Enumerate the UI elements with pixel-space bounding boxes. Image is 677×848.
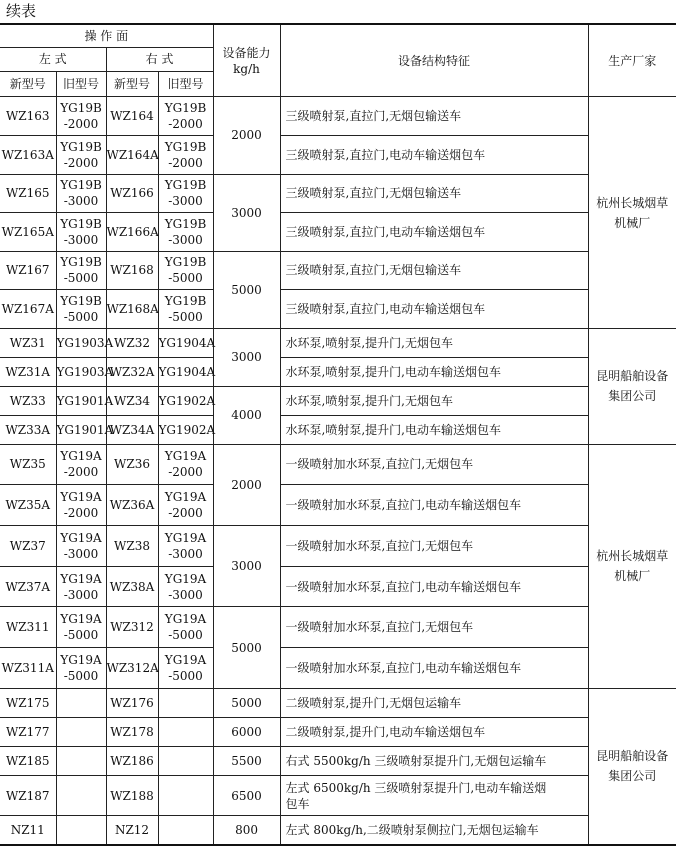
right-old-model-line: -2000 (168, 506, 203, 521)
capacity-header-label: 设备能力 (222, 45, 271, 60)
structure-features (280, 97, 588, 136)
capacity-header (213, 24, 280, 97)
right-old-model (158, 444, 213, 485)
table-row (0, 213, 676, 252)
structure-features-line: 水环泵,喷射泵,提升门,电动车输送烟包车 (285, 422, 501, 437)
right-old-model-line: YG19A (164, 653, 207, 668)
left-old-model (56, 444, 106, 485)
table-row (0, 174, 676, 213)
left-old-model (56, 746, 106, 775)
structure-features-line: 三级喷射泵,直拉门,无烟包输送车 (285, 186, 462, 201)
capacity-value: 6500 (213, 775, 280, 816)
right-old-model-line: -2000 (168, 155, 203, 170)
left-old-model-line: -2000 (63, 117, 99, 132)
left-old-model-line: YG19A (60, 530, 102, 545)
structure-features (280, 357, 588, 386)
right-old-model (158, 213, 213, 252)
manufacturer-header: 生产厂家 (588, 24, 676, 97)
table-continued-title: 续表 (6, 2, 37, 20)
table-row (0, 135, 676, 174)
right-old-model (158, 97, 213, 136)
capacity-value: 5000 (213, 688, 280, 717)
table-row (0, 648, 676, 689)
right-old-model-line: YG19B (164, 178, 207, 193)
left-old-model-line: YG1903A (56, 364, 114, 379)
left-new-model: WZ177 (0, 717, 56, 746)
structure-features-line: 右式 5500kg/h 三级喷射泵提升门,无烟包运输车 (285, 753, 547, 768)
left-new-model: WZ187 (0, 775, 56, 816)
left-old-model (56, 251, 106, 290)
right-old-model (158, 328, 216, 357)
right-old-model (158, 717, 213, 746)
capacity-value: 6000 (213, 717, 280, 746)
structure-features-line: 三级喷射泵,直拉门,电动车输送烟包车 (285, 147, 486, 162)
left-new-model: WZ175 (0, 688, 56, 717)
structure-features (280, 290, 588, 329)
right-old-model-line: -5000 (168, 669, 203, 684)
left-new-model: WZ167 (0, 251, 56, 290)
structure-features (280, 213, 588, 252)
right-old-model-line: YG19B (164, 294, 207, 309)
structure-features (280, 251, 588, 290)
table-row (0, 328, 676, 357)
right-old-model-line: YG19A (164, 490, 207, 505)
right-new-model: WZ168A (106, 290, 158, 329)
right-new-model: WZ34A (106, 415, 158, 444)
structure-features-line: 三级喷射泵,直拉门,无烟包输送车 (285, 109, 462, 124)
left-old-model (56, 357, 114, 386)
manufacturer (588, 444, 676, 688)
structure-features (280, 746, 588, 775)
left-old-model-line: YG1903A (56, 335, 114, 350)
left-old-model (56, 213, 106, 252)
right-old-model-line: YG19B (164, 216, 207, 231)
right-old-model-line: -3000 (168, 546, 203, 561)
table-row (0, 816, 676, 845)
right-old-model-line: -3000 (168, 194, 203, 209)
structure-features-line: 水环泵,喷射泵,提升门,无烟包车 (285, 335, 453, 350)
left-old-model-line: YG19B (60, 255, 102, 270)
left-old-model-line: YG19A (60, 612, 102, 627)
left-old-model-line: -5000 (63, 669, 99, 684)
right-new-model: WZ166A (106, 213, 158, 252)
left-old-model (56, 290, 106, 329)
left-new-model: WZ165A (0, 213, 56, 252)
left-old-model-line: -5000 (63, 628, 99, 643)
structure-features (280, 135, 588, 174)
left-old-model-line: -2000 (63, 506, 99, 521)
right-new-model: WZ188 (106, 775, 158, 816)
left-old-model-line: YG19B (60, 216, 102, 231)
structure-features (280, 526, 588, 567)
left-old-model-line: YG19B (60, 294, 102, 309)
left-old-model (56, 526, 106, 567)
capacity-value: 2000 (213, 444, 280, 525)
right-old-model-line: -3000 (168, 587, 203, 602)
structure-features (280, 328, 588, 357)
left-old-model-line: -3000 (63, 546, 99, 561)
left-old-model (56, 648, 106, 689)
structure-features-line: 二级喷射泵,提升门,无烟包运输车 (285, 695, 462, 710)
structure-features (280, 415, 588, 444)
table-row (0, 717, 676, 746)
right-old-model-line: YG19A (164, 530, 207, 545)
right-type-header: 右 式 (106, 48, 213, 72)
structure-features (280, 717, 588, 746)
right-old-model-line: -2000 (168, 465, 203, 480)
right-new-model: WZ176 (106, 688, 158, 717)
left-new-model: WZ37 (0, 526, 56, 567)
structure-features-line: 一级喷射加水环泵,直拉门,无烟包车 (285, 620, 474, 635)
table-row (0, 746, 676, 775)
right-old-model (158, 648, 213, 689)
structure-features-line: 一级喷射加水环泵,直拉门,电动车输送烟包车 (285, 661, 522, 676)
capacity-value: 5000 (213, 607, 280, 688)
right-old-model (158, 775, 213, 816)
left-old-model-line: -2000 (63, 465, 99, 480)
structure-features-line: 包车 (285, 796, 310, 811)
right-old-model-line: YG19A (164, 449, 207, 464)
left-old-model-line: -5000 (63, 310, 99, 325)
left-old-model-line: -3000 (63, 232, 99, 247)
left-old-model-line: YG19A (60, 449, 102, 464)
structure-features (280, 688, 588, 717)
left-new-model: WZ31A (0, 357, 56, 386)
structure-features (280, 485, 588, 526)
right-old-model-line: YG19B (164, 255, 207, 270)
left-old-model-line: YG19B (60, 178, 102, 193)
right-old-model (158, 357, 216, 386)
left-old-model-line: YG19A (60, 653, 102, 668)
left-old-model (56, 485, 106, 526)
right-old-model-line: -5000 (168, 271, 203, 286)
right-new-model: WZ38 (106, 526, 158, 567)
right-old-model-line: -3000 (168, 232, 203, 247)
table-row (0, 607, 676, 648)
right-old-model-line: YG19A (164, 571, 207, 586)
right-new-model: WZ164 (106, 97, 158, 136)
right-new-model: WZ36 (106, 444, 158, 485)
table-row (0, 415, 676, 444)
right-new-model: WZ32A (106, 357, 158, 386)
structure-features (280, 607, 588, 648)
left-type-header: 左 式 (0, 48, 106, 72)
features-header: 设备结构特征 (280, 24, 588, 97)
structure-features-line: 水环泵,喷射泵,提升门,无烟包车 (285, 393, 453, 408)
capacity-header-unit: kg/h (233, 61, 260, 76)
structure-features-line: 一级喷射加水环泵,直拉门,电动车输送烟包车 (285, 498, 522, 513)
manufacturer (588, 97, 676, 328)
left-old-model (56, 607, 106, 648)
structure-features-line: 一级喷射加水环泵,直拉门,无烟包车 (285, 538, 474, 553)
left-old-model (56, 97, 106, 136)
manufacturer-line: 昆明船舶设备 (596, 749, 669, 764)
right-old-model-line: -5000 (168, 310, 203, 325)
left-new-model: WZ311A (0, 648, 56, 689)
table-row (0, 566, 676, 607)
right-old-model-line: YG1902A (158, 422, 216, 437)
left-new-model: WZ37A (0, 566, 56, 607)
table-row (0, 357, 676, 386)
structure-features (280, 386, 588, 415)
table-row (0, 290, 676, 329)
left-new-model: WZ311 (0, 607, 56, 648)
left-old-model-line: YG19B (60, 101, 102, 116)
manufacturer-line: 集团公司 (608, 769, 657, 784)
right-old-model (158, 251, 213, 290)
table-row (0, 97, 676, 136)
capacity-value: 4000 (213, 386, 280, 444)
right-new-model: WZ166 (106, 174, 158, 213)
structure-features-line: 三级喷射泵,直拉门,无烟包输送车 (285, 263, 462, 278)
table-row (0, 526, 676, 567)
right-old-model (158, 816, 213, 845)
right-old-model (158, 415, 216, 444)
right-new-model: WZ186 (106, 746, 158, 775)
right-old-model-line: YG19A (164, 612, 207, 627)
left-new-model: WZ185 (0, 746, 56, 775)
capacity-value: 3000 (213, 174, 280, 251)
manufacturer-line: 杭州长城烟草 (596, 549, 669, 564)
right-old-model-line: YG19B (164, 139, 207, 154)
right-old-model-line: YG1902A (158, 393, 216, 408)
left-old-model-line: YG19A (60, 571, 102, 586)
left-old-model (56, 816, 106, 845)
left-old-model-line: YG19B (60, 139, 102, 154)
structure-features (280, 566, 588, 607)
right-old-model-line: YG19B (164, 101, 207, 116)
capacity-value: 800 (213, 816, 280, 845)
left-old-model (56, 775, 106, 816)
left-old-model-line: -2000 (63, 155, 99, 170)
left-new-model: WZ35 (0, 444, 56, 485)
structure-features-line: 二级喷射泵,提升门,电动车输送烟包车 (285, 724, 486, 739)
operation-face-header: 操 作 面 (0, 24, 213, 48)
manufacturer (588, 328, 676, 444)
left-new-model: WZ165 (0, 174, 56, 213)
right-old-model (158, 290, 213, 329)
capacity-value: 3000 (213, 526, 280, 607)
right-old-model (158, 485, 213, 526)
table-row (0, 251, 676, 290)
right-old-model-header: 旧型号 (158, 71, 213, 97)
right-new-model: WZ168 (106, 251, 158, 290)
table-row (0, 485, 676, 526)
right-new-model-header: 新型号 (106, 71, 158, 97)
left-old-model-line: YG1901A (56, 393, 114, 408)
left-new-model: WZ167A (0, 290, 56, 329)
left-old-model-header: 旧型号 (56, 71, 106, 97)
table-row (0, 688, 676, 717)
left-new-model: NZ11 (0, 816, 56, 845)
left-old-model (56, 328, 114, 357)
right-new-model: NZ12 (106, 816, 158, 845)
structure-features (280, 816, 588, 845)
manufacturer-line: 机械厂 (614, 215, 651, 230)
right-old-model (158, 174, 213, 213)
left-new-model: WZ163A (0, 135, 56, 174)
manufacturer-line: 机械厂 (614, 569, 651, 584)
right-new-model: WZ164A (106, 135, 158, 174)
right-old-model (158, 386, 216, 415)
manufacturer-line: 杭州长城烟草 (596, 195, 669, 210)
structure-features-line: 三级喷射泵,直拉门,电动车输送烟包车 (285, 224, 486, 239)
capacity-value: 5500 (213, 746, 280, 775)
equipment-table (0, 23, 676, 846)
right-old-model-line: -2000 (168, 117, 203, 132)
capacity-value: 2000 (213, 97, 280, 174)
right-new-model: WZ38A (106, 566, 158, 607)
left-old-model (56, 386, 114, 415)
capacity-value: 5000 (213, 251, 280, 328)
manufacturer-line: 昆明船舶设备 (596, 369, 669, 384)
right-old-model-line: YG1904A (158, 364, 216, 379)
left-old-model (56, 688, 106, 717)
left-old-model-line: -3000 (63, 194, 99, 209)
structure-features-line: 三级喷射泵,直拉门,电动车输送烟包车 (285, 302, 486, 317)
table-row (0, 444, 676, 485)
structure-features (280, 174, 588, 213)
right-old-model (158, 688, 213, 717)
table-row (0, 386, 676, 415)
left-new-model: WZ33 (0, 386, 56, 415)
structure-features-line: 左式 800kg/h,二级喷射泵侧拉门,无烟包运输车 (285, 823, 539, 838)
right-new-model: WZ34 (106, 386, 158, 415)
left-old-model-line: YG1901A (56, 422, 114, 437)
left-new-model: WZ33A (0, 415, 56, 444)
structure-features-line: 左式 6500kg/h 三级喷射泵提升门,电动车输送烟 (285, 780, 547, 795)
right-old-model (158, 566, 213, 607)
right-old-model (158, 746, 213, 775)
right-old-model (158, 135, 213, 174)
right-old-model-line: -5000 (168, 628, 203, 643)
left-new-model: WZ163 (0, 97, 56, 136)
structure-features-line: 一级喷射加水环泵,直拉门,无烟包车 (285, 457, 474, 472)
left-old-model-line: -5000 (63, 271, 99, 286)
structure-features (280, 444, 588, 485)
left-old-model (56, 717, 106, 746)
right-new-model: WZ312A (106, 648, 158, 689)
left-old-model-line: YG19A (60, 490, 102, 505)
structure-features-line: 一级喷射加水环泵,直拉门,电动车输送烟包车 (285, 579, 522, 594)
right-new-model: WZ32 (106, 328, 158, 357)
right-old-model (158, 607, 213, 648)
left-old-model (56, 135, 106, 174)
left-old-model (56, 566, 106, 607)
right-new-model: WZ312 (106, 607, 158, 648)
left-old-model-line: -3000 (63, 587, 99, 602)
manufacturer-line: 集团公司 (608, 389, 657, 404)
left-old-model (56, 174, 106, 213)
manufacturer (588, 688, 676, 845)
right-new-model: WZ36A (106, 485, 158, 526)
structure-features (280, 775, 588, 816)
left-new-model: WZ35A (0, 485, 56, 526)
left-old-model (56, 415, 114, 444)
right-old-model (158, 526, 213, 567)
table-row (0, 775, 676, 816)
left-new-model-header: 新型号 (0, 71, 56, 97)
structure-features (280, 648, 588, 689)
capacity-value: 3000 (213, 328, 280, 386)
right-old-model-line: YG1904A (158, 335, 216, 350)
structure-features-line: 水环泵,喷射泵,提升门,电动车输送烟包车 (285, 364, 501, 379)
left-new-model: WZ31 (0, 328, 56, 357)
header-row-1 (0, 24, 676, 48)
right-new-model: WZ178 (106, 717, 158, 746)
